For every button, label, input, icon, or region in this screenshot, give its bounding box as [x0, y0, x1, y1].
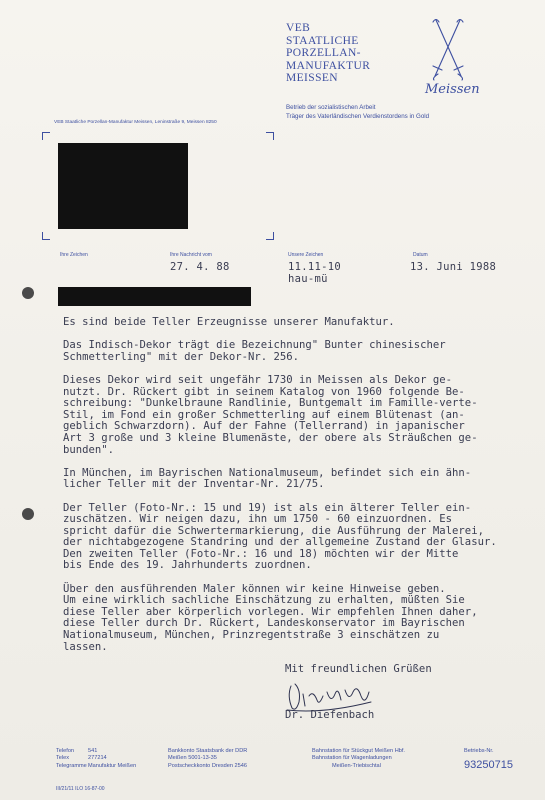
- our-sign-initials: hau-mü: [288, 273, 328, 285]
- letter-body: [63, 317, 523, 665]
- body-paragraph: Das Indisch-Dekor trägt die Bezeichnung" Bunter chinesischer Schmetterling" mit der Dekor-Nr. 256.: [63, 339, 446, 363]
- footer-label-phone: Telefon: [56, 748, 75, 754]
- crossed-swords-logo-icon: [428, 16, 468, 82]
- company-name-line: PORZELLAN-: [286, 47, 361, 59]
- footer-rail-info: [312, 748, 405, 770]
- body-paragraph: Es sind beide Teller Erzeugnisse unserer Manufaktur.: [63, 316, 395, 328]
- our-sign-value: 11.11-10: [288, 261, 341, 273]
- footer-rail-2: Bahnstation für Wagenladungen: [312, 755, 392, 762]
- ref-label-our-sign: Unsere Zeichen: [288, 252, 324, 258]
- footer-bank-3: Postscheckkonto Dresden 2546: [168, 762, 247, 769]
- footer-bank-2: Meißen 5001-13-35: [168, 755, 217, 762]
- company-subline-2: Träger des Vaterländischen Verdienstordens in Gold: [286, 112, 430, 120]
- meissen-script-wordmark: Meissen: [425, 82, 480, 97]
- ref-label-your-message: Ihre Nachricht vom: [170, 252, 212, 258]
- address-window-mark: [266, 132, 274, 140]
- company-name-line: MEISSEN: [286, 72, 339, 84]
- footer-label-telex: Telex: [56, 755, 70, 762]
- footer-label-telegram: Telegramme: [56, 762, 87, 769]
- company-name-line: STAATLICHE: [286, 34, 359, 47]
- ref-label-your-sign: Ihre Zeichen: [60, 252, 88, 258]
- print-code: III/21/11 ILO 16-87-00: [56, 786, 105, 792]
- footer-betriebs-number: 93250715: [464, 759, 513, 771]
- footer-contact-labels: [56, 748, 87, 770]
- footer-rail-3: Meißen-Triebischtal: [332, 762, 381, 769]
- ref-label-date: Datum: [413, 252, 428, 258]
- closing-phrase: Mit freundlichen Grüßen: [285, 663, 432, 675]
- address-window-mark: [266, 232, 274, 240]
- company-subline: [286, 104, 429, 121]
- company-name-line: MANUFAKTUR: [286, 59, 371, 72]
- footer-bank-info: [168, 748, 247, 770]
- footer-phone: 541: [88, 748, 98, 754]
- footer-rail-1: Bahnstation für Stückgut Meißen Hbf.: [312, 748, 405, 754]
- footer-telex: 277214: [88, 755, 107, 762]
- letter-date: 13. Juni 1988: [410, 261, 497, 273]
- your-message-date: 27. 4. 88: [170, 261, 230, 273]
- punch-hole: [22, 508, 34, 520]
- company-name-block: [286, 22, 370, 85]
- redacted-salutation: [58, 287, 251, 306]
- company-subline-1: Betrieb der sozialistischen Arbeit: [286, 104, 376, 111]
- body-paragraph: Dieses Dekor wird seit ungefähr 1730 in Meissen als Dekor ge- nutzt. Dr. Rückert gibt in seinem Katalog von 1960 folgende Be- schreibung: "Dunkelbraune Randlinie, Buntgemalt im Famille-verte- Stil, im Fond ein großer Schmetterling auf einem Blütenast (an- geblich Schwarzdorn). Auf der Fahne (Tellerrand) in japanischer Art 3 große und 3 kleine Blumenäste, der obere als Sträußchen ge- bunden".: [63, 373, 478, 456]
- redacted-address-block: [58, 143, 188, 229]
- footer-contact-values: [88, 748, 136, 770]
- signer-name: Dr. Diefenbach: [285, 709, 375, 721]
- footer-betriebs-label: Betriebs-Nr.: [464, 748, 494, 754]
- address-window-mark: [42, 132, 50, 140]
- footer-bank-1: Bankkonto Staatsbank der DDR: [168, 748, 248, 754]
- address-window-mark: [42, 232, 50, 240]
- punch-hole: [22, 287, 34, 299]
- company-name-line: VEB: [286, 22, 311, 34]
- body-paragraph: Über den ausführenden Maler können wir keine Hinweise geben. Um eine wirklich sachliche Einschätzung zu erhalten, müßten Sie diese Teller aber körperlich vorlegen. Wir empfehlen Ihnen daher, diese Teller durch Dr. Rückert, Landeskonservator im Bayrischen Nationalmuseum, München, Prinzregentstraße 3 einschätzen zu lassen.: [63, 582, 478, 653]
- footer-telegram: Manufaktur Meißen: [88, 762, 137, 769]
- body-paragraph: In München, im Bayrischen Nationalmuseum, befindet sich ein ähn- licher Teller mit der Inventar-Nr. 21/75.: [63, 466, 472, 491]
- sender-address-line: VEB Staatliche Porzellan-Manufaktur Meissen, Leninstraße 9, Meissen 8250: [54, 120, 217, 125]
- body-paragraph: Der Teller (Foto-Nr.: 15 und 19) ist als ein älterer Teller ein- zuschätzen. Wir neigen dazu, ihn um 1750 - 60 einzuordnen. Es spricht dafür die Schwertermarkierung, die Ausführung der Malerei, der nichtabgezogene Standring und der allgemeine Zustand der Glasur. Den zweiten Teller (Foto-Nr.: 16 und 18) möchten wir der Mitte bis Ende des 19. Jahrhunderts zuordnen.: [63, 501, 497, 572]
